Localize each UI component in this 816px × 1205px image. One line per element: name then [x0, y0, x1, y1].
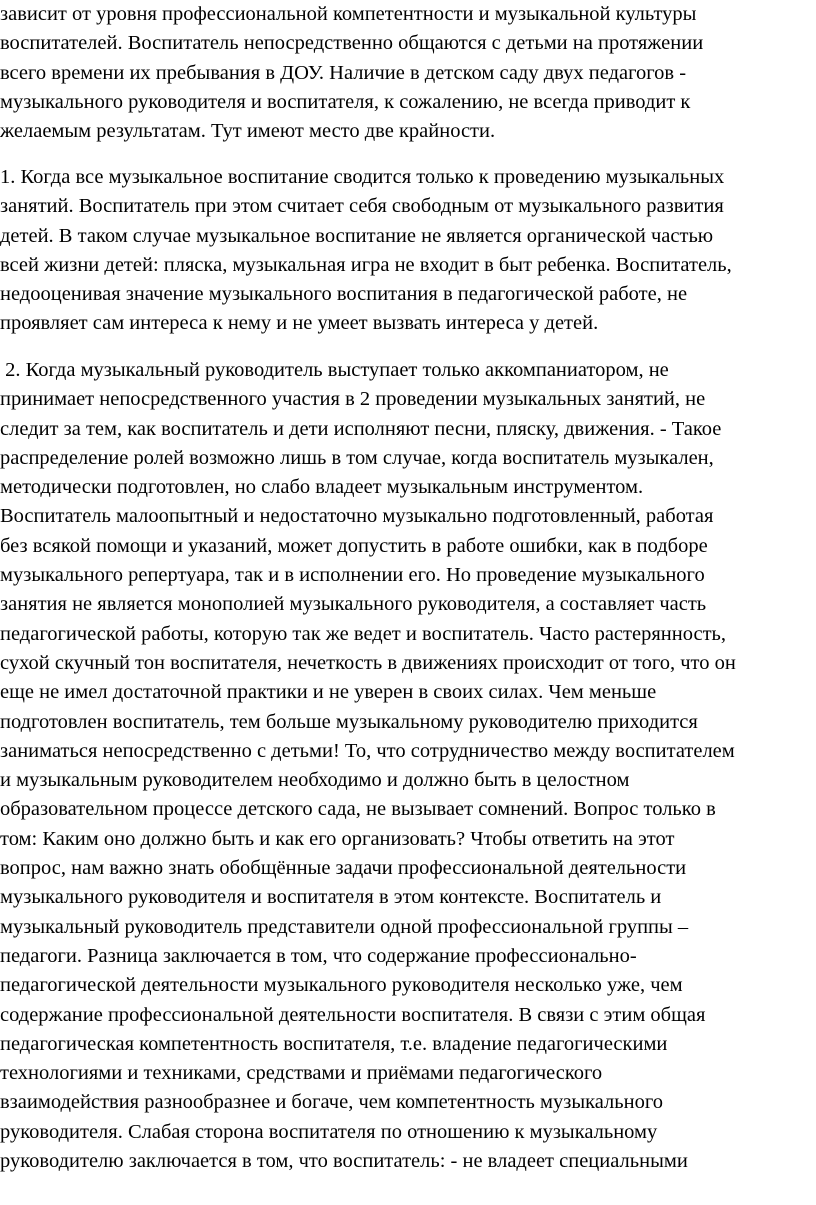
text-line: руководителю заключается в том, что воспитатель: - не владеет специальными	[0, 1150, 688, 1173]
text-line: взаимодействия разнообразнее и богаче, чем компетентность музыкального	[0, 1091, 663, 1114]
text-line: руководителя. Слабая сторона воспитателя по отношению к музыкальному	[0, 1120, 658, 1143]
text-line: детей. В таком случае музыкальное воспитание не является органической частью	[0, 224, 714, 247]
text-line: принимает непосредственного участия в 2 проведении музыкальных занятий, не	[0, 388, 706, 411]
text-line: занятий. Воспитатель при этом считает себя свободным от музыкального развития	[0, 195, 724, 218]
text-line: зависит от уровня профессиональной компетентности и музыкальной культуры	[0, 3, 697, 25]
paragraph-intro	[0, 0, 808, 146]
text-line: музыкального репертуара, так и в исполнении его. Но проведение музыкального	[0, 564, 705, 587]
text-line: распределение ролей возможно лишь в том случае, когда воспитатель музыкален,	[0, 446, 714, 469]
text-line: педагогическая компетентность воспитателя, т.е. владение педагогическими	[0, 1032, 668, 1055]
text-line: педагогической работы, которую так же ведет и воспитатель. Часто растерянность,	[0, 622, 726, 645]
text-line: Воспитатель малоопытный и недостаточно музыкально подготовленный, работая	[0, 505, 714, 528]
paragraph-extreme-2	[0, 356, 808, 1176]
text-line: воспитателей. Воспитатель непосредственно общаются с детьми на протяжении	[0, 32, 704, 55]
text-line: вопрос, нам важно знать обобщённые задачи профессиональной деятельности	[0, 857, 687, 880]
text-line: всей жизни детей: пляска, музыкальная игра не входит в быт ребенка. Воспитатель,	[0, 253, 732, 276]
text-line: том: Каким оно должно быть и как его организовать? Чтобы ответить на этот	[0, 827, 675, 850]
text-line: технологиями и техниками, средствами и приёмами педагогического	[0, 1062, 603, 1085]
text-line: музыкальный руководитель представители одной профессиональной группы –	[0, 915, 689, 938]
text-line: 2. Когда музыкальный руководитель выступает только аккомпаниатором, не	[0, 359, 669, 381]
text-line: педагоги. Разница заключается в том, что содержание профессионально-	[0, 944, 637, 967]
paragraph-extreme-1	[0, 163, 808, 339]
text-line: образовательном процессе детского сада, не вызывает сомнений. Вопрос только в	[0, 798, 716, 821]
text-line: недооценивая значение музыкального воспитания в педагогической работе, не	[0, 283, 688, 306]
text-line: следит за тем, как воспитатель и дети исполняют песни, пляску, движения. - Такое	[0, 417, 722, 440]
text-line: педагогической деятельности музыкального руководителя несколько уже, чем	[0, 974, 683, 997]
text-line: 1. Когда все музыкальное воспитание сводится только к проведению музыкальных	[0, 166, 725, 188]
text-line: и музыкальным руководителем необходимо и должно быть в целостном	[0, 769, 630, 792]
text-line: всего времени их пребывания в ДОУ. Наличие в детском саду двух педагогов -	[0, 61, 687, 84]
text-line: без всякой помощи и указаний, может допустить в работе ошибки, как в подборе	[0, 534, 708, 557]
text-line: методически подготовлен, но слабо владеет музыкальным инструментом.	[0, 476, 644, 499]
text-line: еще не имел достаточной практики и не уверен в своих силах. Чем меньше	[0, 681, 657, 704]
text-line: музыкального руководителя и воспитателя, к сожалению, не всегда приводит к	[0, 90, 691, 113]
text-line: сухой скучный тон воспитателя, нечеткость в движениях происходит от того, что он	[0, 651, 736, 674]
text-line: проявляет сам интереса к нему и не умеет вызвать интереса у детей.	[0, 312, 599, 335]
text-line: подготовлен воспитатель, тем больше музыкальному руководителю приходится	[0, 710, 698, 733]
text-line: музыкального руководителя и воспитателя в этом контексте. Воспитатель и	[0, 886, 662, 909]
text-line: заниматься непосредственно с детьми! То, что сотрудничество между воспитателем	[0, 739, 735, 762]
text-line: содержание профессиональной деятельности воспитателя. В связи с этим общая	[0, 1003, 706, 1026]
text-line: желаемым результатам. Тут имеют место две крайности.	[0, 120, 496, 143]
text-line: занятия не является монополией музыкального руководителя, а составляет часть	[0, 593, 707, 616]
